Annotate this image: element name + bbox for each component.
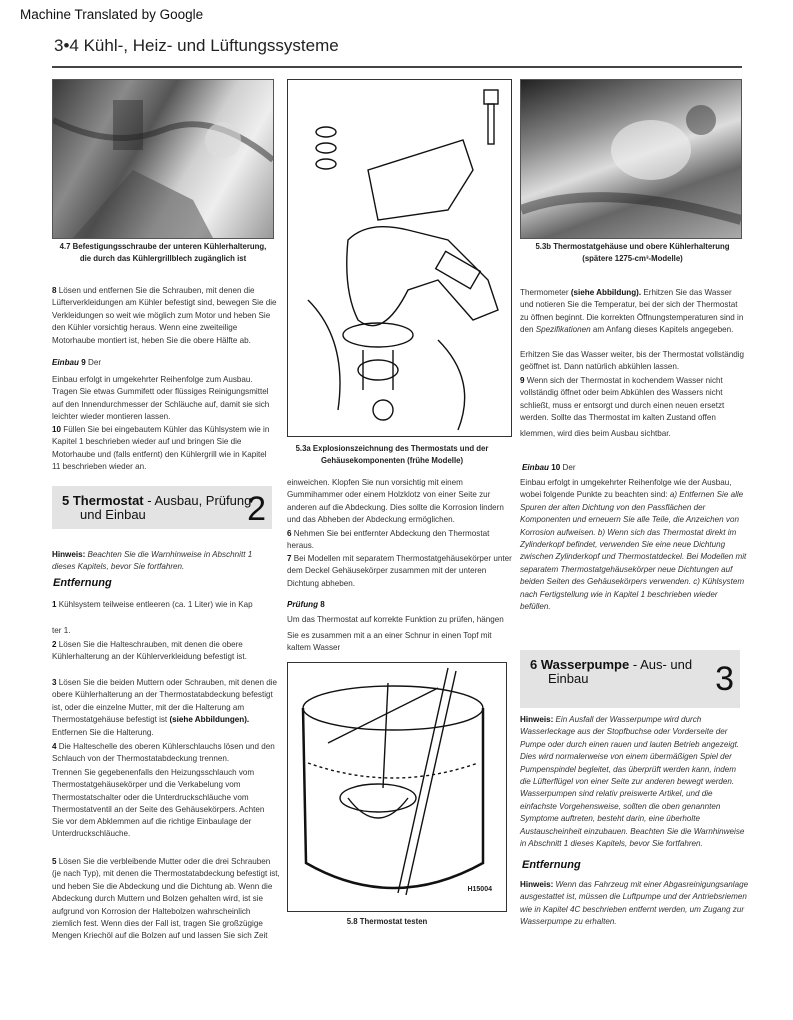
paragraph-text: Lösen Sie die verbleibende Mutter oder die drei Schrauben (je nach Typ), mit denen die Thermostatabdeckung befestigt ist, und heben Sie die Abdeckung und die Dichtung ab. Wenn die Abdeckung durch Muttern und Bolzen gehalten wird, ist sie aufgrund von Korrosion der Haltebolzen wahrscheinlich ziemlich fest. Wenn dies der Fall ist, tragen Sie großzügige Mengen Kriechöl auf die Bolzen auf und lassen Sie sich Zeit [52,857,280,941]
paragraph-9 [520,375,745,425]
paragraph-1-continued: ter 1. [52,626,71,635]
subheading-label: Prüfung [287,600,319,609]
step-number: 10 [551,463,561,472]
engine-photo-illustration [53,80,273,238]
paragraph-text: Einbau erfolgt in umgekehrter Reihenfolge wie der Ausbau, wobei folgende Punkte zu beachten sind: [520,478,732,500]
list-item-c: c) Kühlsystem nach Fertigstellung wie in Kapitel 1 beschrieben wieder befüllen. [520,577,745,612]
paragraph-text: Kühlsystem teilweise entleeren (ca. 1 Liter) wie in Kap [58,600,253,609]
step-number: 6 [287,529,292,538]
einbau-10-text [520,477,748,613]
paragraph-1 [52,599,277,611]
step-number: 9 [520,376,525,385]
step-number: 5 [52,857,57,866]
section-title-rest: - Aus- und [629,657,693,672]
caption-line: (spätere 1275-cm³-Modelle) [582,254,683,263]
note-label: Hinweis: [520,715,554,724]
paragraph-5 [52,856,280,943]
paragraph-2 [52,639,274,664]
paragraph-text: Wenn sich der Thermostat in kochendem Wasser nicht vollständig öffnet oder beim Abkühlen des Wassers nicht schließt, muss er entsorgt und durch einen neuen ersetzt werden. Sollte das Thermostat im kalten Zustand offen [520,376,725,423]
caption-5-3b [520,241,745,265]
figure-reference: (siehe Abbildung). [570,288,642,297]
paragraph-4 [52,741,277,766]
step-number: 4 [52,742,57,751]
paragraph-text: Der [88,358,102,367]
paragraph-text: Füllen Sie bei eingebautem Kühler das Kühlsystem wie in Kapitel 1 beschrieben wieder auf und bringen Sie die Motorhaube und (falls entfernt) den Kühlergrill wie in Kapitel 11 beschrieben wieder an. [52,425,270,472]
step-number: 3 [52,678,57,687]
paragraph-text: Nehmen Sie bei entfernter Abdeckung den Thermostat heraus. [287,529,490,551]
section-title-rest: - Ausbau, Prüfung [143,493,252,508]
note-text: Wenn das Fahrzeug mit einer Abgasreinigungsanlage ausgestattet ist, müssen die Luftpumpe und der Antriebsriemen wie in Kapitel 4C beschrieben entfernt werden, um Zugang zur Wasserpumpe zu erhalten. [520,880,749,927]
machine-translation-banner: Machine Translated by Google [20,7,204,22]
paragraph-text: Erhitzen Sie das Wasser und notieren Sie die Temperatur, bei der sich der Thermostat zu öffnen beginnt. Die korrekten Öffnungstemperaturen sind in den [520,288,744,335]
chapter-number: 3 [715,660,734,698]
section-6-header [520,650,740,708]
hinweis-note-water-pump [520,714,748,850]
paragraph-text: Die Halteschelle des oberen Kühlerschlauchs lösen und den Schlauch von der Thermostatabdeckung trennen. [52,742,275,764]
thermostat-in-pot-illustration [288,663,506,911]
section-title-line2: Einbau [548,671,589,686]
paragraph-text: Entfernen Sie die Halterung. [52,727,154,737]
paragraph-8-continued [520,287,745,337]
einbau-9-text: Einbau erfolgt in umgekehrter Reihenfolge zum Ausbau. Tragen Sie etwas Gummifett oder flüssiges Reinigungsmittel auf den Innendurchmesser der Schläuche auf, damit sie sich leichter wieder montieren lassen. [52,375,270,422]
caption-5-3a [287,443,497,467]
thermostat-exploded-illustration [288,80,511,436]
section-title-line2: und Einbau [80,507,146,522]
paragraph-10 [52,424,277,474]
step-number: 8 [320,600,325,609]
caption-4-7 [52,241,274,265]
paragraph-4-continued-2: Sie vor dem Abklemmen auf die richtige Einbaulage der Unterdruckschläuche. [52,817,252,839]
header-rule [52,66,742,68]
paragraph-text: Lösen Sie die Halteschrauben, mit denen die obere Kühlerhalterung an der Kühlerverkleidung befestigt ist. [52,640,247,662]
step-number: 7 [287,554,292,563]
drawing-reference-code: H15004 [467,886,492,893]
paragraph-text: Bei Modellen mit separatem Thermostatgehäusekörper unter dem Deckel Gehäusekörper zusammen mit der unteren Dichtung abheben. [287,554,512,588]
list-item-a: a) Entfernen Sie alle Spuren der alten Dichtung von den Passflächen der Komponenten und erneuern Sie alle Teile, die Anzeichen von Korrosion aufweisen. [520,490,744,537]
paragraph-text: Lösen und entfernen Sie die Schrauben, mit denen die Lüfterverkleidungen am Kühler befestigt sind, bewegen Sie die Verkleidungen so weit wie möglich zum Motor und heben Sie den Kühler vorsichtig heraus. Wenn eine zweiteilige Motorhaube montiert ist, heben Sie die obere Hälfte ab. [52,286,277,345]
paragraph-8a: Um das Thermostat auf korrekte Funktion zu prüfen, hängen [287,615,504,624]
reference-italic: Spezifikationen [535,325,591,335]
figure-reference: (siehe Abbildungen). [169,715,250,725]
thermostat-housing-photo-illustration [521,80,741,238]
step-number: 8 [52,286,57,295]
paragraph-9-continued: klemmen, wird dies beim Ausbau sichtbar. [520,429,671,438]
subheading-label: Einbau [52,358,79,367]
caption-line: Gehäusekomponenten (frühe Modelle) [320,456,464,465]
hinweis-note [52,549,274,574]
note-label: Hinweis: [520,880,554,889]
paragraph-text: Lösen Sie die beiden Muttern oder Schrauben, mit denen die obere Kühlerhalterung an der Thermostatabdeckung befestigt ist, oder die einzelne Mutter, mit der die Halterung am Thermostatgehäuse befestigt ist [52,678,277,725]
caption-line: 5.3b Thermostatgehäuse und obere Kühlerhalterung [535,242,730,251]
note-text: Beachten Sie die Warnhinweise in Abschnitt 1 dieses Kapitels, bevor Sie fortfahren. [52,550,253,572]
einbau-9-heading [52,357,277,369]
caption-5-8: 5.8 Thermostat testen [346,917,428,926]
step-number: 2 [52,640,57,649]
subheading-entfernung-2: Entfernung [522,859,581,871]
paragraph-5-continued: einweichen. Klopfen Sie nun vorsichtig mit einem Gummihammer oder einem Holzklotz von einer Seite zur anderen auf die Abdeckung. Dies sollte die Korrosion lindern und das Abheben der Abdeckung ermöglichen. [287,478,504,525]
thermostat-test-drawing [287,662,507,912]
chapter-number: 2 [247,490,266,528]
list-item-b: b) Wenn sich das Thermostat direkt im Zylinderkopf befindet, verwenden Sie eine neue Dichtung zwischen Zylinderkopf und Thermostatdeckel. Bei Modellen mit separatem Thermostatgehäusekörper neue Dichtungen auf beiden Seiten des Gehäusekörpers verwenden. [520,527,747,587]
photo-5-3b [520,79,742,239]
section-5-header [52,486,272,529]
einbau-10-heading [522,462,576,474]
subheading-label: Einbau [522,463,549,472]
paragraph-8 [52,285,277,347]
note-text: Ein Ausfall der Wasserpumpe wird durch Wasserleckage aus der Stopfbuchse oder Vorderseite der Pumpe oder durch einen rauen und lauten Betrieb angezeigt. Dies wird normalerweise von einem übermäßigen Spiel der Pumpenspindel begleitet, das überprüft werden kann, indem die Lüfterflügel von einer Seite zur anderen bewegt werden. Wasserpumpen sind relativ preiswerte Artikel, und die einfachste Vorgehensweise, sollten die oben genannten Symptome auftreten, besteht darin, eine überholte Austauscheinheit einzubauen. Beachten Sie die Warnhinweise in Abschnitt 1 dieses Kapitels, bevor Sie fortfahren. [520,715,745,849]
page-title: 3•4 Kühl-, Heiz- und Lüftungssysteme [54,36,339,55]
step-number: 1 [52,600,57,609]
paragraph-8d: Erhitzen Sie das Wasser weiter, bis der Thermostat vollständig geöffnet ist. Dann natürlich abkühlen lassen. [520,350,745,372]
paragraph-text: am Anfang dieses Kapitels angegeben. [590,325,734,335]
exploded-view-drawing [287,79,512,437]
hinweis-note-emission [520,879,750,929]
caption-line: die durch das Kühlergrillblech zugänglich ist [79,254,247,263]
caption-line: 4.7 Befestigungsschraube der unteren Kühlerhalterung, [59,242,267,251]
note-label: Hinweis: [52,550,86,559]
pruefung-heading [287,599,325,611]
section-title [62,494,251,522]
caption-line: 5.3a Explosionszeichnung des Thermostats und der [295,444,489,453]
section-title [530,658,692,686]
paragraph-text: Der [562,463,576,472]
paragraph-3 [52,677,277,739]
photo-4-7 [52,79,274,239]
paragraph-8b: Sie es zusammen mit a an einer Schnur in einen Topf mit kaltem Wasser [287,631,492,653]
subheading-entfernung: Entfernung [53,577,112,589]
paragraph-4-continued: Trennen Sie gegebenenfalls den Heizungsschlauch vom Thermostatgehäusekörper und die Verkabelung vom Thermostatschalter oder die Unterdruckschläuche vom Thermostatventil an der Seite des Gehäusekörpers. Achten [52,768,265,815]
section-title-bold: 5 Thermostat [62,493,144,508]
step-number: 10 [52,425,62,434]
paragraph-text: Thermometer [520,288,571,297]
step-number: 9 [81,358,86,367]
section-title-bold: 6 Wasserpumpe [530,657,630,672]
paragraph-7 [287,553,512,590]
paragraph-6 [287,528,512,553]
